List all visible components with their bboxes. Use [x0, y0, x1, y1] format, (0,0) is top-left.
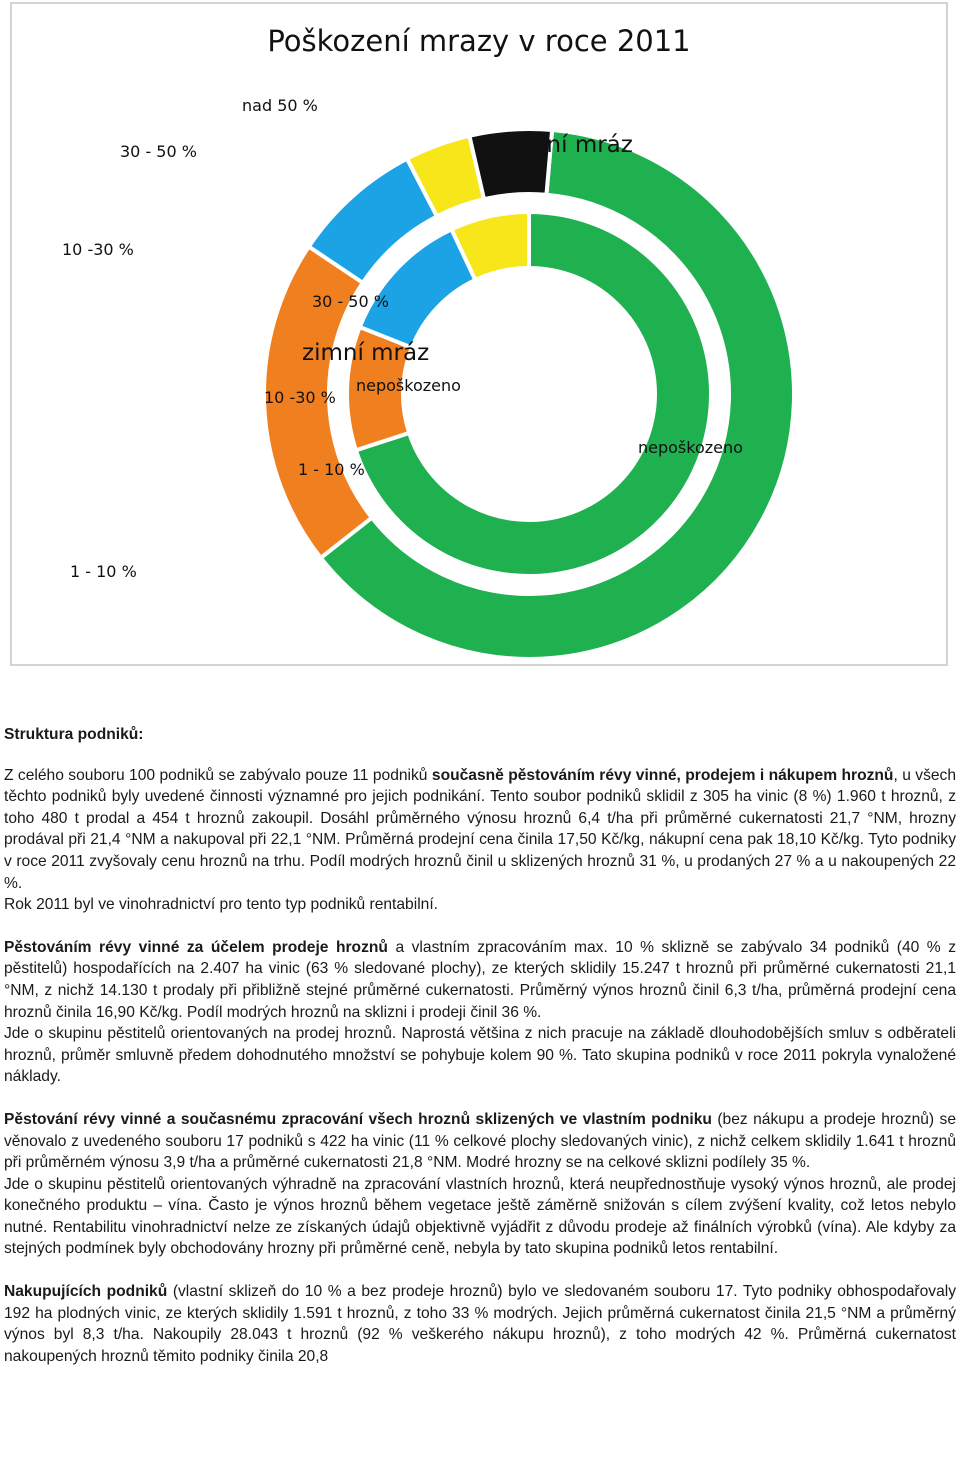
label-ring-jarni-mraz: jarní mráz — [517, 132, 633, 158]
paragraph-gap — [4, 1260, 956, 1281]
label-outer-neposkozeno: nepoškozeno — [638, 438, 743, 457]
label-outer-10-30: 10 -30 % — [62, 240, 134, 259]
paragraph — [4, 894, 956, 916]
chart-frame — [10, 2, 948, 666]
label-outer-1-10: 1 - 10 % — [70, 562, 137, 581]
paragraph-gap — [4, 916, 956, 937]
paragraph — [4, 937, 956, 1023]
paragraph-gap — [4, 1088, 956, 1109]
bold-run: současně pěstováním révy vinné, prodejem i nákupem hroznů — [431, 766, 894, 784]
text-run: Jde o skupinu pěstitelů orientovaných na prodej hroznů. Naprostá většina z nich pracuje na základě dlouhodobějších smluv s odběrateli hroznů, průměr smluvně předem dohodnutého množství se pohybuje kolem 90 %. Tato skupina podniků v roce 2011 pokryla vynaložené náklady. — [4, 1025, 956, 1086]
donut-chart — [12, 4, 946, 664]
text-run: (bez nákupu a prodeje hroznů) se věnovalo z uvedeného souboru 17 podniků s 422 ha vinic (11 % celkové plochy sledovaných vinic), z nichž celkem sklidily 1.641 t hroznů při průměrném výnosu 3,9 t/ha a průměrné cukernatosti 21,8 °NM. Modré hrozny se na celkové sklizni podílely 35 %. — [4, 1110, 956, 1172]
paragraph — [4, 1174, 956, 1260]
chart-title: Poškození mrazy v roce 2011 — [267, 24, 691, 58]
text-run: Jde o skupinu pěstitelů orientovaných výhradně na zpracování vlastních hroznů, která neupřednostňuje vysoký výnos hroznů, ale prodej konečného produktu – vína. Často je výnos hroznů během vegetace ještě záměrně snižován s cílem zvýšení kvality, což letos nebylo nutné. Rentabilitu vinohradnictví nelze ze získaných údajů objektivně vyjádřit z důvodu prodeje až finálních výrobků (vína). Ale kdyby za stejných podmínek byly obchodovány hrozny při průměrné ceně, nebyla by tato skupina podniků letos rentabilní. — [4, 1175, 956, 1258]
paragraph — [4, 1023, 956, 1088]
bold-run: Pěstováním révy vinné za účelem prodeje hroznů — [4, 938, 388, 956]
text-run: a vlastním zpracováním max. 10 % sklizně se zabývalo 34 podniků (40 % z pěstitelů) hospodařících na 2.407 ha vinic (63 % sledované plochy), ze kterých sklidily 15.247 t hroznů při průměrné cukernatosti 21,1 °NM, z nichž 14.130 t prodaly při přibližně stejné průměrné cukernatosti. Průměrný výnos hroznů činil 6,3 t/ha, průměrná prodejní cena hroznů činila 16,90 Kč/kg. Podíl modrých hroznů na sklizni i prodeji činil 36 %. — [4, 938, 956, 1021]
text-run: Z celého souboru 100 podniků se zabývalo pouze 11 podniků — [4, 766, 432, 784]
paragraph — [4, 1281, 956, 1367]
label-ring-zimni-mraz: zimní mráz — [302, 340, 430, 366]
outer-ring-jarni-mraz — [264, 129, 794, 659]
label-inner-1-10: 1 - 10 % — [298, 460, 365, 479]
label-inner-neposkozeno: nepoškozeno — [356, 376, 461, 395]
text-run: (vlastní sklizeň do 10 % a bez prodeje hroznů) bylo ve sledovaném souboru 17. Tyto podniky obhospodařovaly 192 ha plodných vinic, ze kterých sklidily 1.591 t hroznů, z toho 33 % modrých. Jejich průměrná cukernatost činila 21,5 °NM a průměrný výnos byl 8,3 t/ha. Nakoupily 28.043 t hroznů (92 % veškerého nákupu hroznů), z toho modrých 42 %. Průměrná cukernatost nakoupených hroznů těmito podniky činila 20,8 — [4, 1283, 956, 1365]
label-inner-30-50: 30 - 50 % — [312, 292, 389, 311]
paragraph — [4, 1109, 956, 1174]
paragraph — [4, 765, 956, 895]
text-run: Rok 2011 byl ve vinohradnictví pro tento typ podniků rentabilní. — [4, 896, 438, 914]
label-outer-nad-50: nad 50 % — [242, 96, 318, 115]
document-text — [4, 724, 956, 1367]
text-run: , u všech těchto podniků byly uvedené činnosti významné pro jejich podnikání. Tento soubor podniků sklidil z 305 ha vinic (8 %) 1.960 t hroznů, z toho 480 t prodal a 454 t hroznů zakoupil. Dosáhl průměrného výnosu hroznů 6,4 t/ha při průměrné cukernatosti 21,7 °NM, hrozny prodával při 21,4 °NM a nakupoval při 22,1 °NM. Průměrná prodejní cena činila 17,50 Kč/kg, nákupní cena pak 18,10 Kč/kg. Tyto podniky v roce 2011 zvyšovaly cenu hroznů na trhu. Podíl modrých hroznů činil u sklizených hroznů 31 %, u prodaných 27 % a u nakoupených 22 %. — [4, 766, 957, 892]
label-outer-30-50: 30 - 50 % — [120, 142, 197, 161]
label-inner-10-30: 10 -30 % — [264, 388, 336, 407]
section-heading: Struktura podniků: — [4, 726, 144, 743]
bold-run: Pěstování révy vinné a současnému zpracování všech hroznů sklizených ve vlastním podniku — [4, 1110, 712, 1128]
bold-run: Nakupujících podniků — [4, 1283, 168, 1301]
paragraphs — [4, 765, 956, 1368]
